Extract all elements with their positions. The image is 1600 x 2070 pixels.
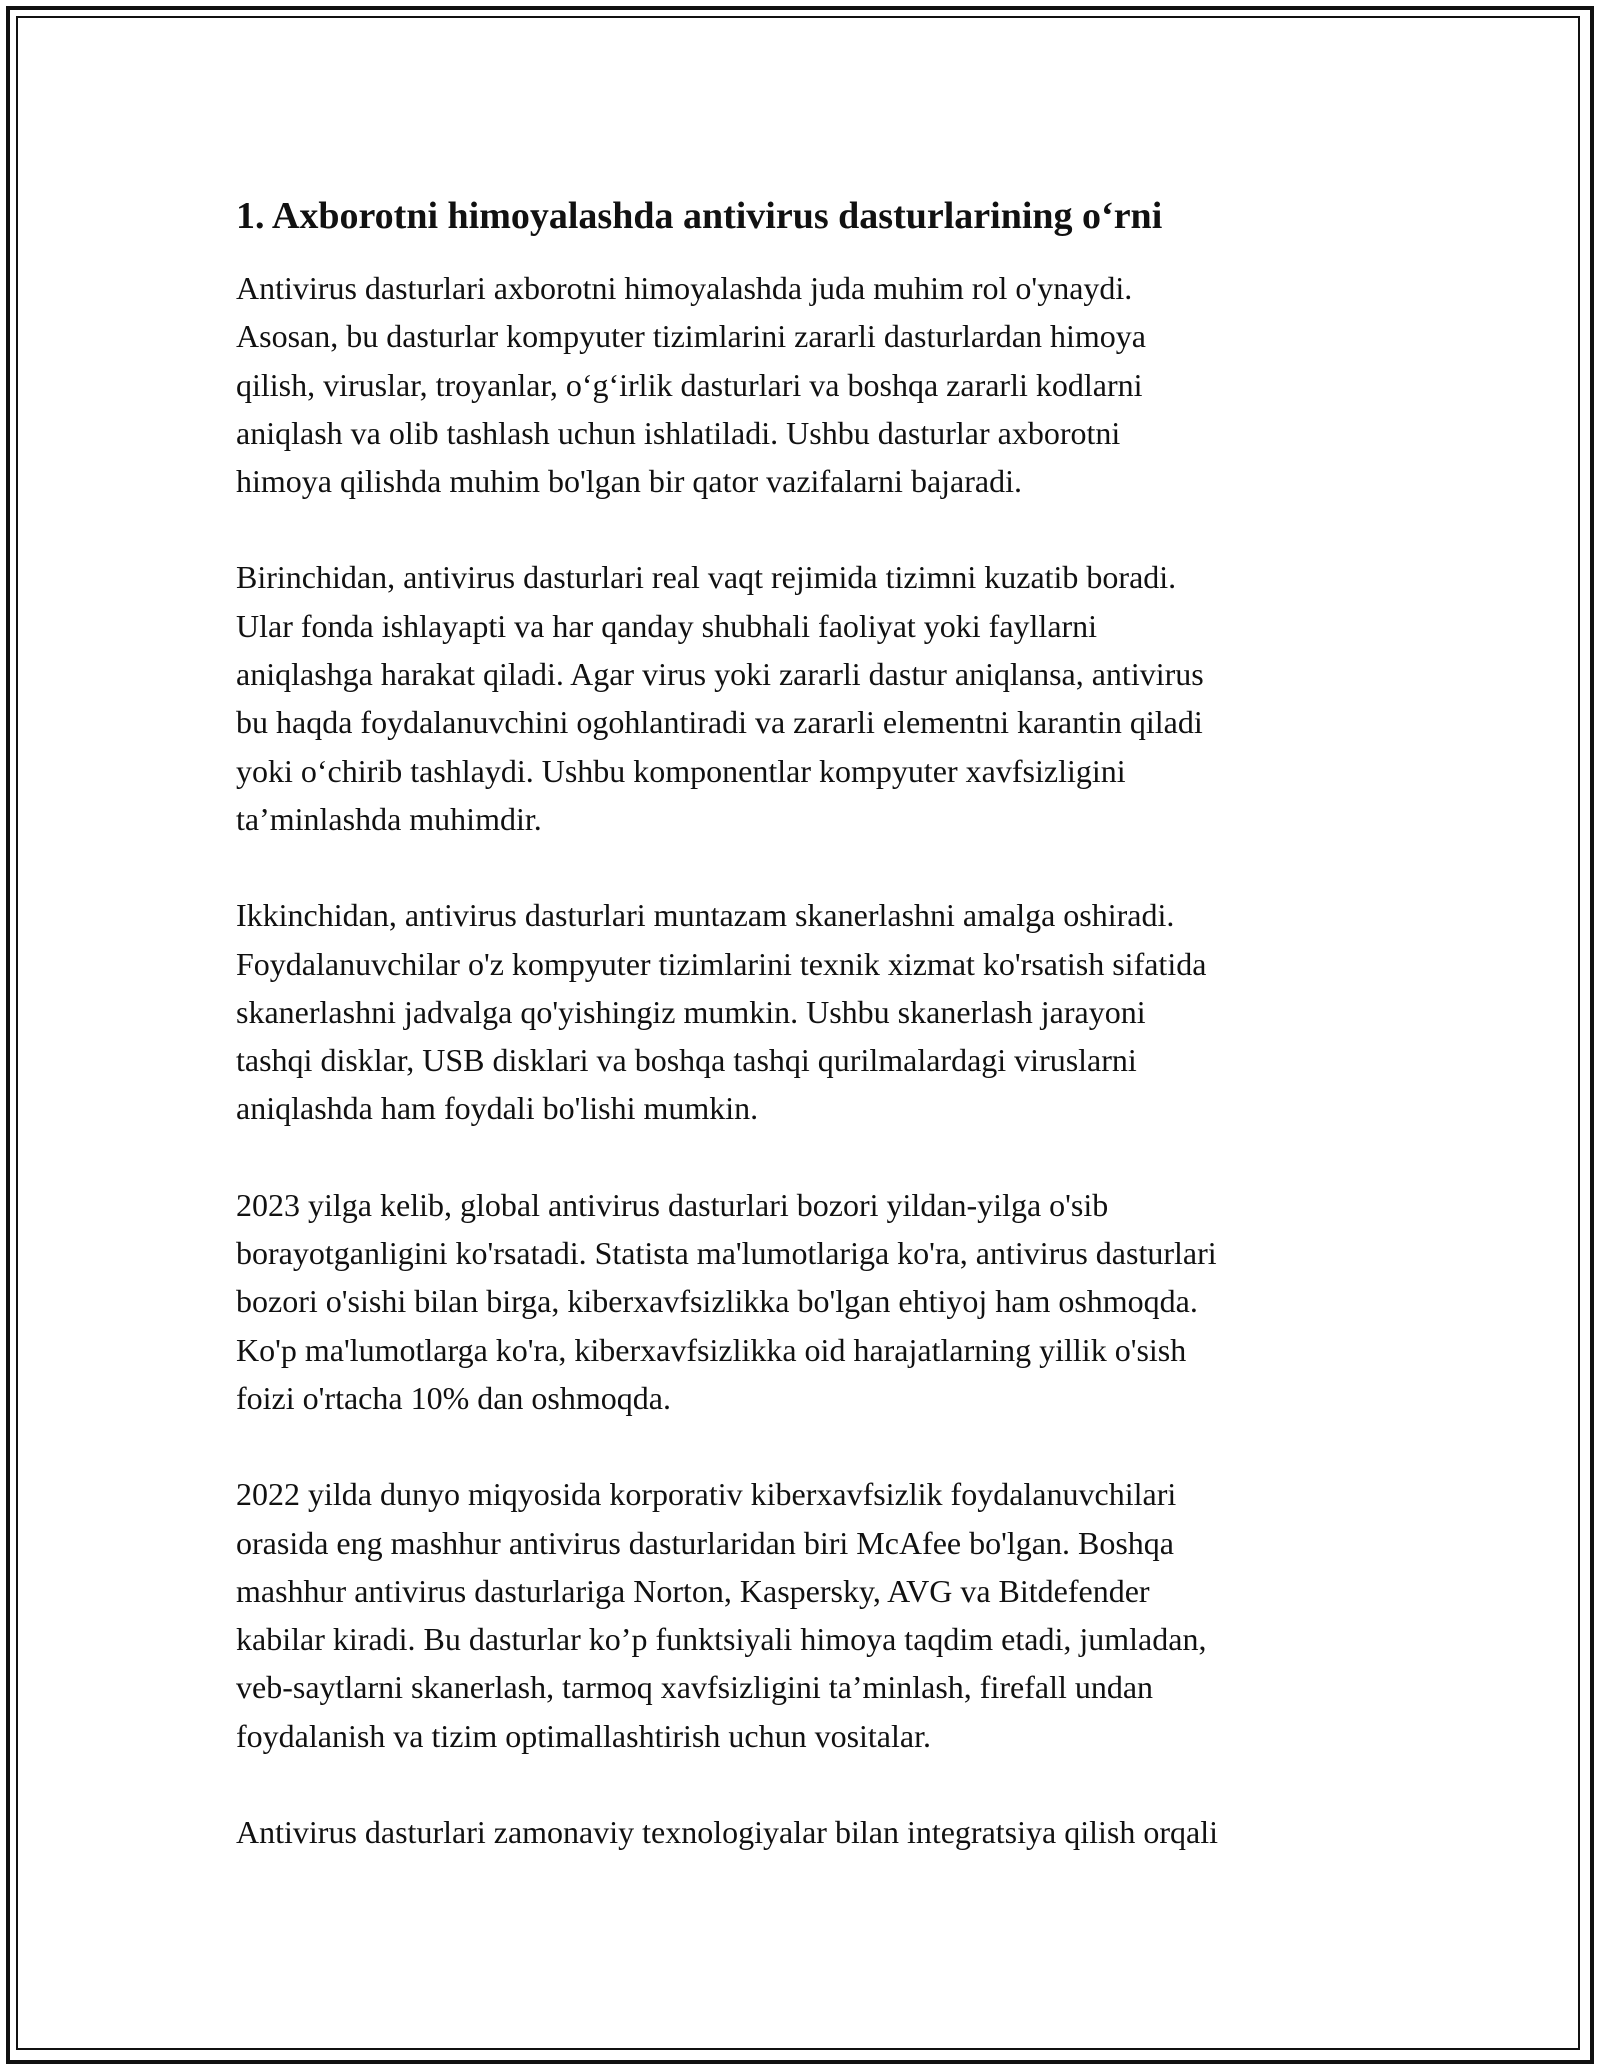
text-line: foydalanish va tizim optimallashtirish uchun vositalar. — [236, 1717, 931, 1754]
section-heading: 1. Axborotni himoyalashda antivirus dasturlarining o‘rni — [236, 195, 1163, 237]
paragraph — [236, 891, 1376, 1132]
text-line: Antivirus dasturlari zamonaviy texnologiyalar bilan integratsiya qilish orqali — [236, 1814, 1218, 1851]
text-line: 2022 yilda dunyo miqyosida korporativ kiberxavfsizlik foydalanuvchilari — [236, 1476, 1177, 1513]
paragraph — [236, 1470, 1376, 1760]
text-line: 2023 yilga kelib, global antivirus dasturlari bozori yildan-yilga o'sib — [236, 1186, 1109, 1223]
text-line: qilish, viruslar, troyanlar, o‘g‘irlik dasturlari va boshqa zararli kodlarni — [236, 366, 1143, 403]
text-line: Asosan, bu dasturlar kompyuter tizimlarini zararli dasturlardan himoya — [236, 318, 1146, 355]
text-line: veb-saytlarni skanerlash, tarmoq xavfsizligini ta’minlash, firefall undan — [236, 1669, 1154, 1706]
text-line: kabilar kiradi. Bu dasturlar ko’p funktsiyali himoya taqdim etadi, jumladan, — [236, 1621, 1207, 1658]
text-line: Foydalanuvchilar o'z kompyuter tizimlarini texnik xizmat ko'rsatish sifatida — [236, 945, 1207, 982]
paragraph — [236, 553, 1376, 843]
text-line: foizi o'rtacha 10% dan oshmoqda. — [236, 1379, 671, 1416]
text-line: bu haqda foydalanuvchini ogohlantiradi va zararli elementni karantin qiladi — [236, 704, 1203, 741]
text-line: orasida eng mashhur antivirus dasturlaridan biri McAfee bo'lgan. Boshqa — [236, 1524, 1174, 1561]
text-line: Ular fonda ishlayapti va har qanday shubhali faoliyat yoki fayllarni — [236, 607, 1098, 644]
text-line: himoya qilishda muhim bo'lgan bir qator vazifalarni bajaradi. — [236, 463, 1022, 500]
text-line: mashhur antivirus dasturlariga Norton, Kaspersky, AVG va Bitdefender — [236, 1572, 1150, 1609]
text-line: skanerlashni jadvalga qo'yishingiz mumkin. Ushbu skanerlash jarayoni — [236, 993, 1146, 1030]
text-line: yoki o‘chirib tashlaydi. Ushbu komponentlar kompyuter xavfsizligini — [236, 752, 1126, 789]
text-line: Ko'p ma'lumotlarga ko'ra, kiberxavfsizlikka oid harajatlarning yillik o'sish — [236, 1331, 1187, 1368]
text-line: bozori o'sishi bilan birga, kiberxavfsizlikka bo'lgan ehtiyoj ham oshmoqda. — [236, 1283, 1198, 1320]
text-line: Antivirus dasturlari axborotni himoyalashda juda muhim rol o'ynaydi. — [236, 270, 1133, 306]
text-line: tashqi disklar, USB disklari va boshqa tashqi qurilmalardagi viruslarni — [236, 1042, 1137, 1079]
paragraph — [236, 1181, 1376, 1422]
text-line: ta’minlashda muhimdir. — [236, 800, 542, 837]
text-line: Birinchidan, antivirus dasturlari real vaqt rejimida tizimni kuzatib boradi. — [236, 559, 1177, 596]
paragraph — [236, 264, 1376, 505]
text-line: borayotganligini ko'rsatadi. Statista ma'lumotlariga ko'ra, antivirus dasturlari — [236, 1235, 1217, 1272]
text-line: aniqlash va olib tashlash uchun ishlatiladi. Ushbu dasturlar axborotni — [236, 414, 1121, 451]
text-line: aniqlashda ham foydali bo'lishi mumkin. — [236, 1090, 759, 1127]
document-body — [236, 188, 1376, 1904]
paragraph — [236, 1808, 1376, 1856]
text-line: aniqlashga harakat qiladi. Agar virus yoki zararli dastur aniqlansa, antivirus — [236, 656, 1204, 693]
text-line: Ikkinchidan, antivirus dasturlari muntazam skanerlashni amalga oshiradi. — [236, 897, 1175, 934]
